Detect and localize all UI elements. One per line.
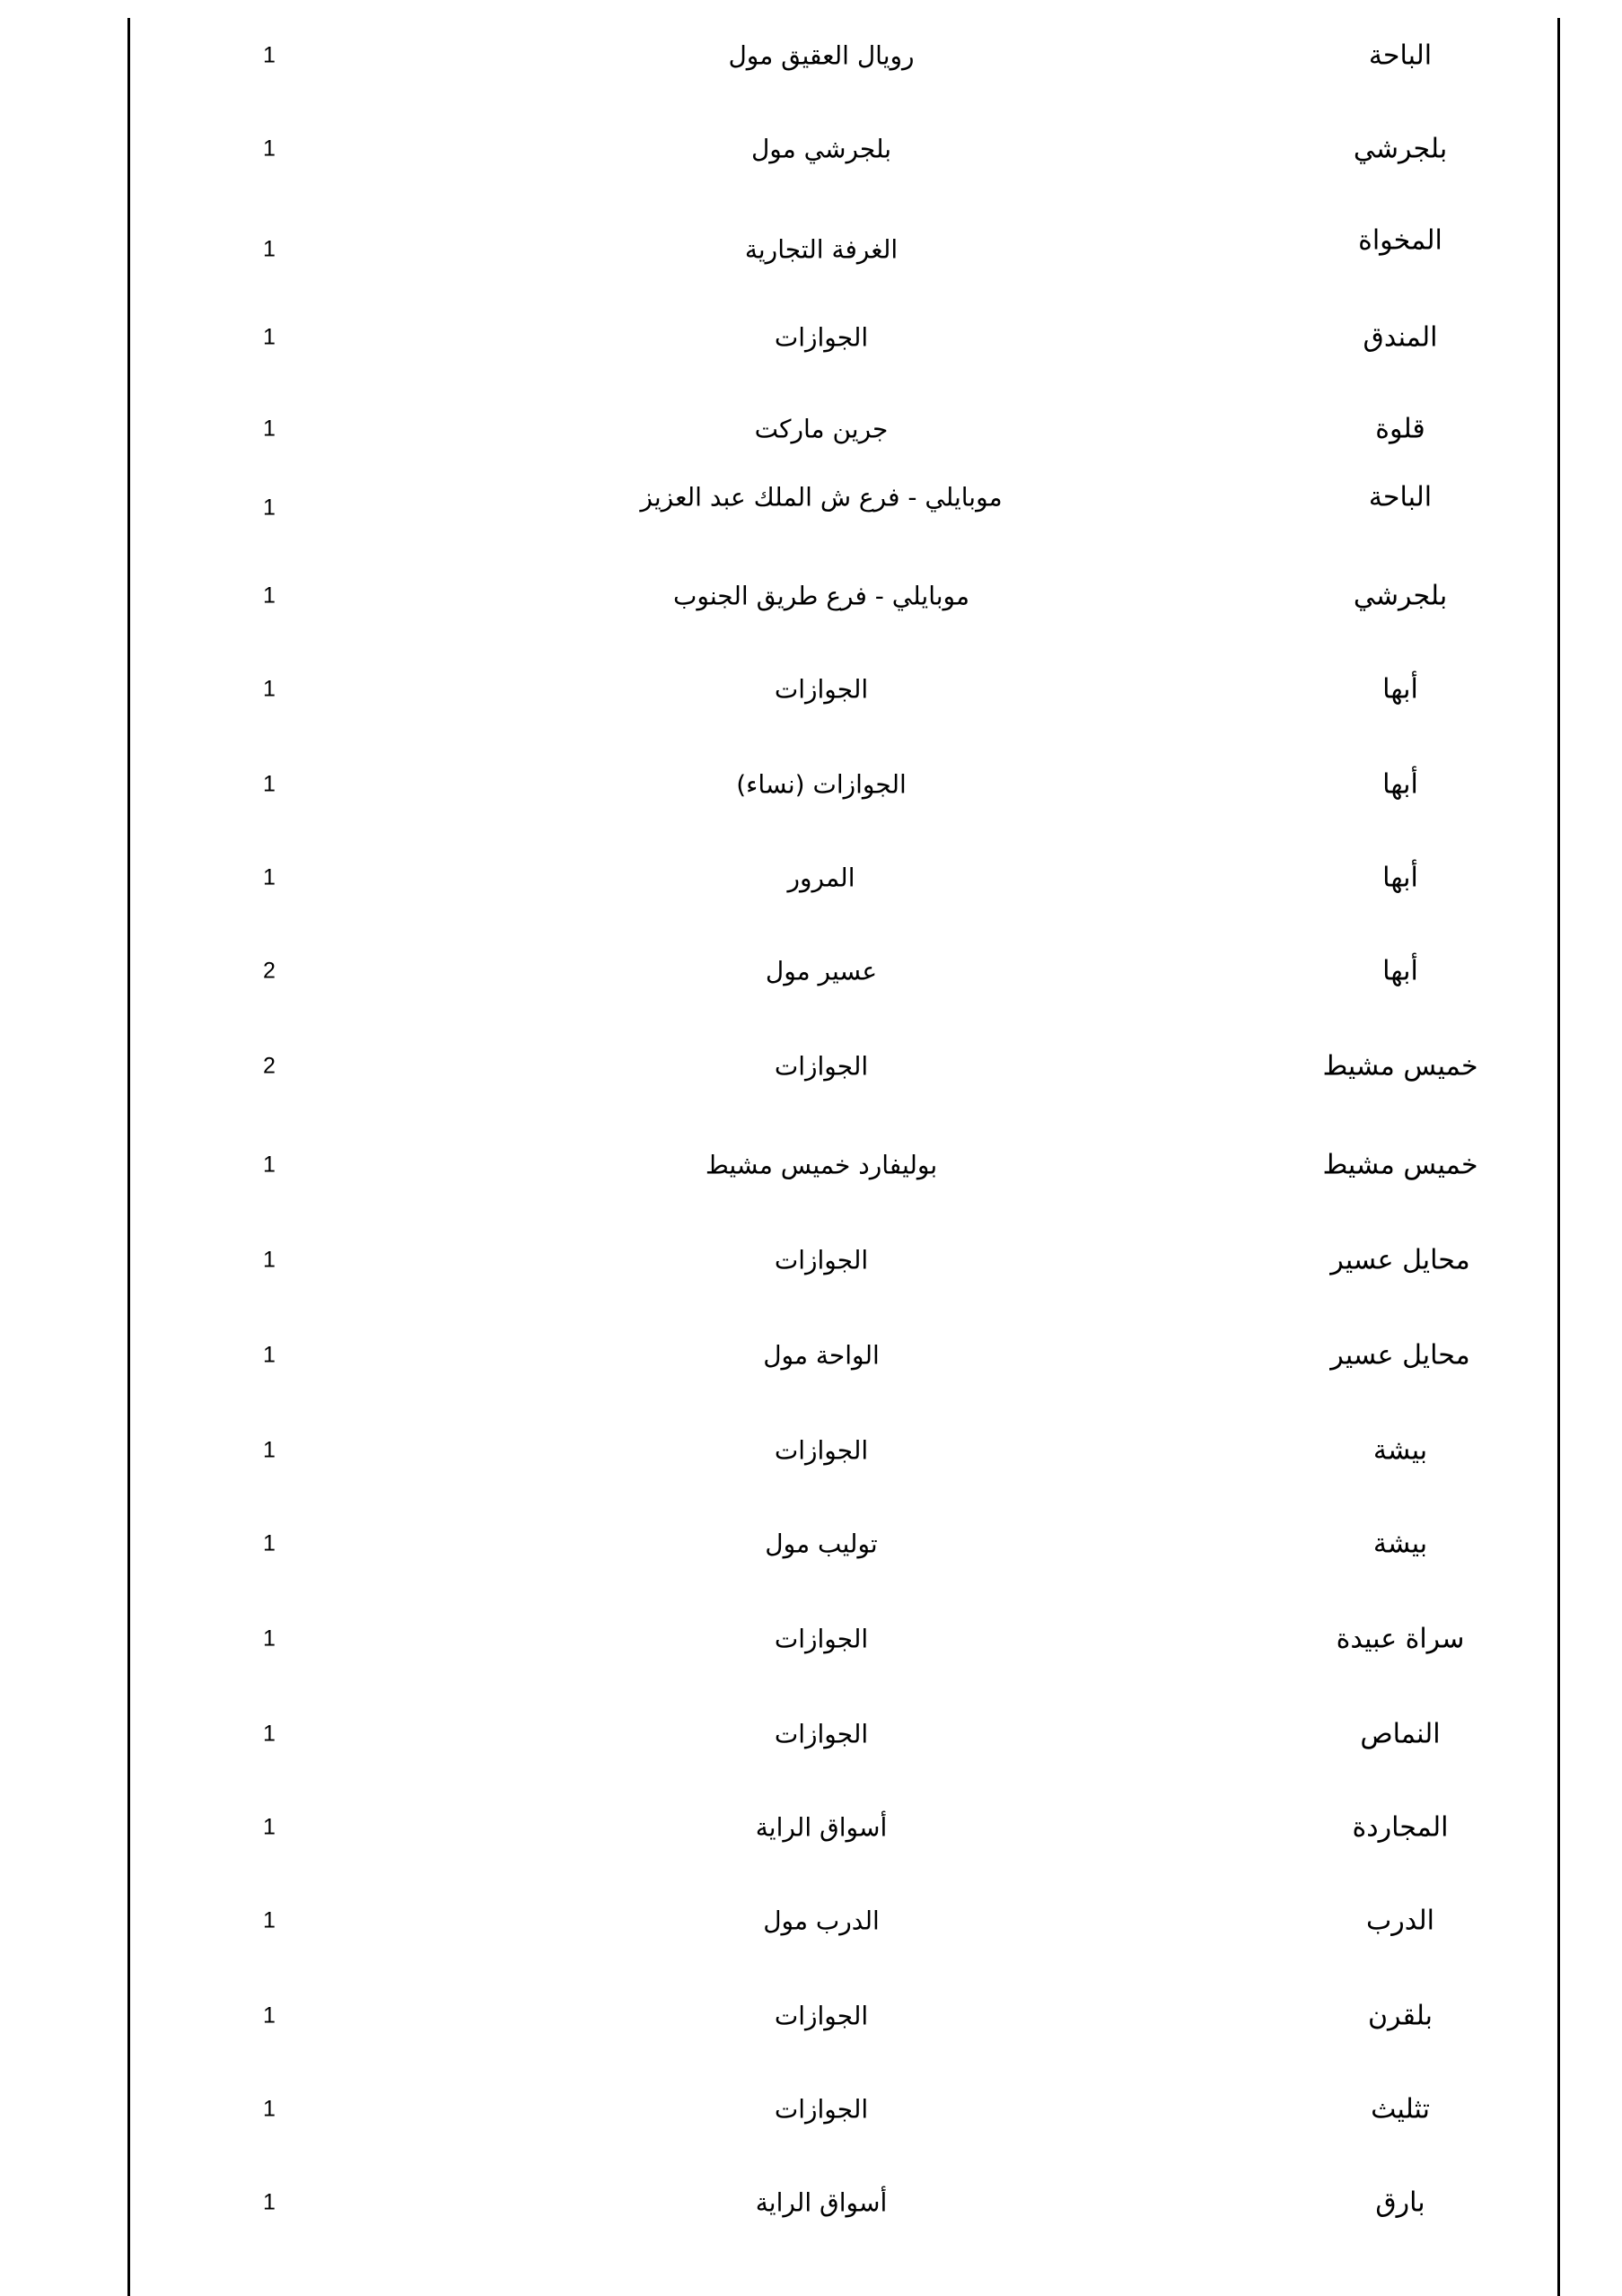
- count-cell: 1: [263, 42, 276, 68]
- count-cell: 1: [263, 1530, 276, 1556]
- city-cell: قلوة: [1375, 413, 1425, 445]
- location-cell: الجوازات (نساء): [736, 769, 907, 800]
- location-cell: الجوازات: [774, 1719, 869, 1749]
- location-cell: رويال العقيق مول: [728, 40, 915, 71]
- count-cell: 1: [263, 676, 276, 702]
- location-cell: موبايلي - فرع ش الملك عبد العزيز: [640, 482, 1003, 513]
- location-cell: أسواق الراية: [755, 2187, 888, 2218]
- city-cell: خميس مشيط: [1322, 1050, 1478, 1082]
- count-cell: 2: [263, 958, 276, 984]
- city-cell: سراة عبيدة: [1336, 1623, 1465, 1655]
- count-cell: 1: [263, 583, 276, 609]
- city-cell: الباحة: [1368, 481, 1433, 513]
- count-cell: 1: [263, 236, 276, 262]
- location-cell: الجوازات: [774, 674, 869, 705]
- count-cell: 1: [263, 1814, 276, 1840]
- location-cell: أسواق الراية: [755, 1812, 888, 1843]
- city-cell: النماص: [1360, 1718, 1441, 1750]
- location-cell: توليب مول: [765, 1529, 878, 1559]
- count-cell: 1: [263, 136, 276, 162]
- count-cell: 2: [263, 1053, 276, 1079]
- location-cell: جرين ماركت: [754, 414, 889, 444]
- city-cell: المخواة: [1358, 224, 1442, 257]
- city-cell: بيشة: [1372, 1528, 1428, 1560]
- count-cell: 1: [263, 771, 276, 797]
- count-cell: 1: [263, 2096, 276, 2122]
- city-cell: بيشة: [1372, 1434, 1428, 1467]
- city-cell: الباحة: [1368, 39, 1433, 72]
- count-cell: 1: [263, 864, 276, 890]
- location-cell: الجوازات: [774, 1245, 869, 1275]
- city-cell: أبها: [1382, 862, 1418, 894]
- count-cell: 1: [263, 1721, 276, 1747]
- city-cell: أبها: [1382, 673, 1418, 705]
- location-cell: الجوازات: [774, 1624, 869, 1654]
- location-cell: الدرب مول: [763, 1906, 880, 1936]
- city-cell: أبها: [1382, 955, 1418, 987]
- city-cell: محايل عسير: [1330, 1339, 1470, 1371]
- count-cell: 1: [263, 1437, 276, 1463]
- city-cell: بلجرشي: [1353, 580, 1448, 612]
- count-cell: 1: [263, 495, 276, 521]
- count-cell: 1: [263, 1152, 276, 1178]
- location-cell: الجوازات: [774, 2094, 869, 2125]
- count-cell: 1: [263, 1342, 276, 1368]
- city-cell: محايل عسير: [1330, 1244, 1470, 1276]
- count-cell: 1: [263, 416, 276, 442]
- city-cell: أبها: [1382, 768, 1418, 801]
- city-cell: المندق: [1363, 321, 1438, 354]
- count-cell: 1: [263, 1626, 276, 1652]
- location-cell: الغرفة التجارية: [744, 234, 899, 265]
- location-cell: الجوازات: [774, 322, 869, 353]
- city-cell: بارق: [1375, 2186, 1425, 2219]
- location-cell: بلجرشي مول: [750, 134, 892, 164]
- location-cell: الجوازات: [774, 1435, 869, 1466]
- location-cell: موبايلي - فرع طريق الجنوب: [673, 581, 969, 611]
- city-cell: بلجرشي: [1353, 133, 1448, 165]
- city-cell: الدرب: [1366, 1905, 1434, 1937]
- city-cell: المجاردة: [1352, 1811, 1449, 1844]
- city-cell: بلقرن: [1367, 2000, 1433, 2032]
- location-cell: عسير مول: [765, 956, 878, 986]
- location-cell: الجوازات: [774, 1051, 869, 1082]
- location-cell: الجوازات: [774, 2001, 869, 2031]
- count-cell: 1: [263, 1907, 276, 1933]
- location-cell: المرور: [787, 863, 855, 893]
- location-cell: الواحة مول: [763, 1340, 880, 1371]
- count-cell: 1: [263, 1247, 276, 1273]
- count-cell: 1: [263, 2189, 276, 2215]
- city-cell: تثليث: [1371, 2093, 1430, 2125]
- location-cell: بوليفارد خميس مشيط: [705, 1150, 938, 1180]
- count-cell: 1: [263, 2002, 276, 2029]
- city-cell: خميس مشيط: [1322, 1149, 1478, 1181]
- count-cell: 1: [263, 324, 276, 350]
